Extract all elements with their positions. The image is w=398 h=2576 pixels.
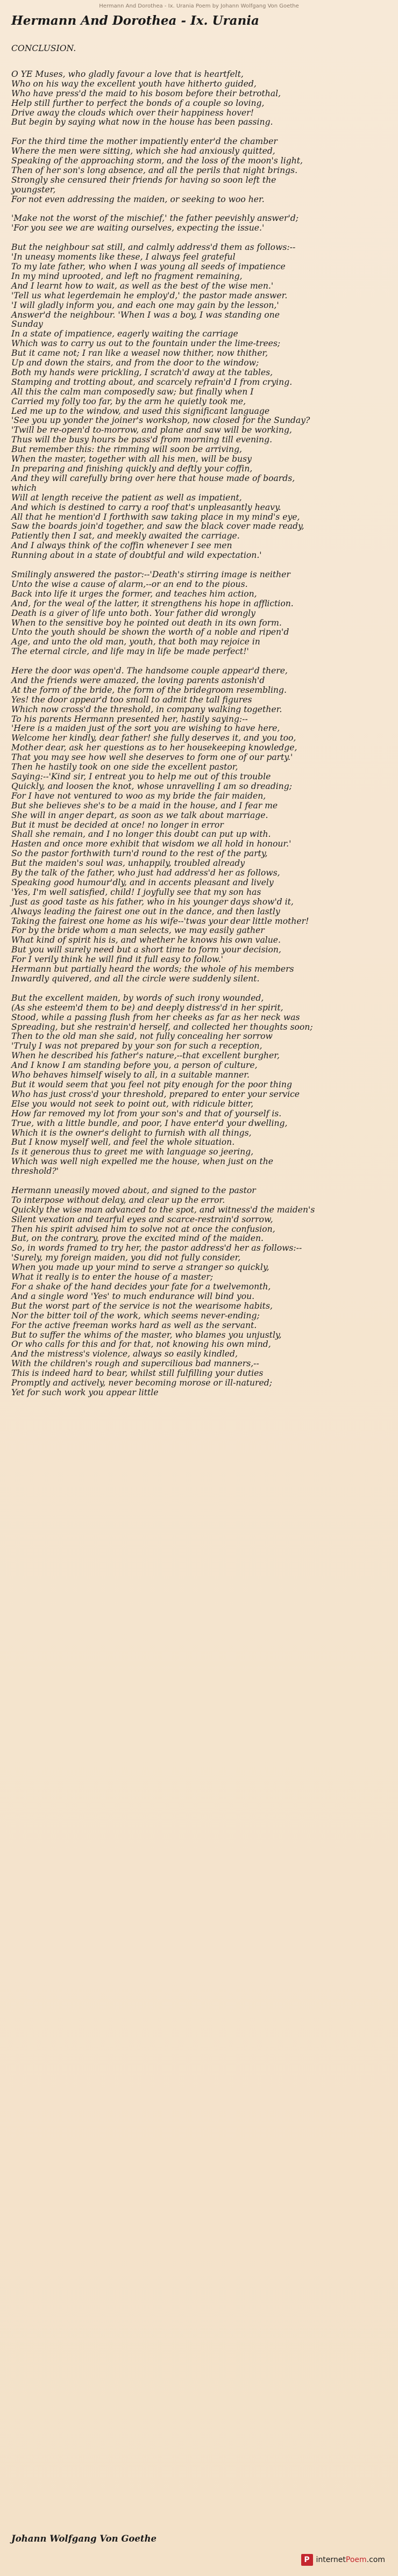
poem-line: And a single word 'Yes' to much endurance will bind you. [11,1291,255,1301]
poem-line: When you made up your mind to serve a stranger so quickly, [11,1262,269,1273]
stanza [11,243,388,561]
poem-line: youngster, [11,184,56,195]
poem-line: Quickly, and loosen the knot, whose unravelling I am so dreading; [11,781,292,791]
poem-line: That you may see how well she deserves to form one of our party.' [11,752,293,763]
poem-line: Yet for such work you appear little [11,1387,159,1397]
logo-text-brand: Poem [345,2556,367,2564]
poem-line: But, on the contrary, prove the excited mind of the maiden. [11,1233,264,1244]
poem-line: By the talk of the father, who just had address'd her as follows, [11,868,280,878]
poem-line: Inwardly quivered, and all the circle were suddenly silent. [11,974,260,984]
poem-line: Stamping and trotting about, and scarcely refrain'd I from crying. [11,377,293,387]
poem-line: 'For you see we are waiting ourselves, expecting the issue.' [11,223,265,233]
poem-line: CONCLUSION. [11,44,76,53]
poem-line: In a state of impatience, eagerly waiting the carriage [11,329,238,339]
poem-line: Carried my folly too far, by the arm he quietly took me, [11,396,246,406]
poem-line: Help still further to perfect the bonds of a couple so loving, [11,98,265,108]
poem-line: Here the door was open'd. The handsome couple appear'd there, [11,666,288,676]
poem-line: Taking the fairest one home as his wife--'twas your dear little mother! [11,916,309,926]
poem-line: For by the bride whom a man selects, we may easily gather [11,925,265,936]
poem-line: But she believes she's to be a maid in the house, and I fear me [11,800,278,810]
stanza [11,994,388,1176]
section-heading [11,44,388,54]
logo-text-suffix: .com [366,2556,385,2564]
site-logo[interactable] [301,2554,385,2566]
stanza [11,570,388,657]
poem-line: Or who calls for this and for that, not knowing his own mind, [11,1339,271,1350]
poem-line: Spreading, but she restrain'd herself, and collected her thoughts soon; [11,1022,313,1032]
poem-line: Thus will the busy hours be pass'd from morning till evening. [11,435,273,445]
poem-line: 'In uneasy moments like these, I always feel grateful [11,252,236,262]
logo-icon: P [301,2554,313,2566]
poem-line: 'Make not the worst of the mischief,' the father peevishly answer'd; [11,213,298,224]
poem-line: Speaking of the approaching storm, and the loss of the moon's light, [11,156,303,166]
poem-line: 'Tell us what legerdemain he employ'd,' the pastor made answer. [11,290,288,300]
poem-line: 'I will gladly inform you, and each one may gain by the lesson,' [11,300,279,310]
poem-line: When the master, together with all his men, will be busy [11,454,252,464]
poem-line: Saw the boards join'd together, and saw the black cover made ready, [11,521,304,532]
poem-line: But begin by saying what now in the house has been passing. [11,117,273,127]
poem-line: For the third time the mother impatiently enter'd the chamber [11,137,278,147]
poem-line: Unto the wise a cause of alarm,--or an end to the pious. [11,579,248,589]
poem-line: Saying:--'Kind sir, I entreat you to help me out of this trouble [11,771,271,781]
poem-line: When he described his father's nature,--that excellent burgher, [11,1051,280,1061]
poem-line: When to the sensitive boy he pointed out death in its own form. [11,618,282,628]
poem-line: Quickly the wise man advanced to the spot, and witness'd the maiden's [11,1204,315,1215]
poem-line: Nor the bitter toil of the work, which seems never-ending; [11,1310,260,1321]
poem-line: For I have not ventured to woo as my bride the fair maiden, [11,791,266,801]
poem-line: And the mistress's violence, always so easily kindled, [11,1349,238,1359]
poem-line: Who has just cross'd your threshold, prepared to enter your service [11,1089,300,1099]
poem-line: This is indeed hard to bear, whilst still fulfilling your duties [11,1368,264,1379]
poem-line: But it would seem that you feel not pity enough for the poor thing [11,1079,292,1089]
poem-line: Stood, while a passing flush from her cheeks as far as her neck was [11,1012,300,1022]
poem-line: The eternal circle, and life may in life be made perfect!' [11,647,249,657]
stanza [11,1186,388,1398]
poem-line: Promptly and actively, never becoming morose or ill-natured; [11,1378,272,1388]
poem-line: But it must be decided at once! no longer in error [11,820,224,830]
poem-line: 'Truly I was not prepared by your son for such a reception, [11,1041,262,1051]
poem-line: And they will carefully bring over here that house made of boards, [11,473,295,483]
poem-line: Yes! the door appear'd too small to admit the tall figures [11,694,252,705]
poem-line: And which is destined to carry a roof that's unpleasantly heavy. [11,502,281,512]
poem-line: Led me up to the window, and used this significant language [11,406,270,416]
poem-line: Which was well nigh expelled me the house, when just on the [11,1157,274,1167]
poem-line: What kind of spirit his is, and whether he knows his own value. [11,935,281,945]
header-url: Hermann And Dorothea - Ix. Urania Poem by Johann Wolfgang Von Goethe [99,3,299,9]
poem-line: Will at length receive the patient as well as impatient, [11,492,242,503]
poem-line: How far removed my lot from your son's and that of yourself is. [11,1108,282,1118]
poem-line: But to suffer the whims of the master, who blames you unjustly, [11,1330,282,1340]
poem-line: And I always think of the coffin whenever I see men [11,541,232,551]
poem-line: For a shake of the hand decides your fate for a twelvemonth, [11,1281,271,1291]
poem-line: Both my hands were prickling, I scratch'd away at the tables, [11,367,273,377]
poem-line: But the maiden's soul was, unhappily, troubled already [11,858,245,869]
poem-line: To interpose without delay, and clear up the error. [11,1195,225,1205]
poem-line: Which was to carry us out to the fountain under the lime-trees; [11,339,281,349]
poem-line: In preparing and finishing quickly and deftly your coffin, [11,464,253,474]
poem-line: O YE Muses, who gladly favour a love that is heartfelt, [11,69,244,79]
poem-line: All that he mention'd I forthwith saw taking place in my mind's eye, [11,512,300,522]
poem-line: Who behaves himself wisely to all, in a suitable manner. [11,1070,250,1080]
poem-line: Hasten and once more exhibit that wisdom we all hold in honour.' [11,839,292,849]
poem-line: Then to the old man she said, not fully concealing her sorrow [11,1031,273,1042]
poem-line: But I know myself well, and feel the whole situation. [11,1137,235,1147]
poem-line: Speaking good humour'dly, and in accents pleasant and lively [11,877,274,887]
poem-line: Running about in a state of doubtful and wild expectation.' [11,550,262,561]
stanza [11,70,388,127]
poem-line: Patiently then I sat, and meekly awaited the carriage. [11,531,240,541]
poem-line: 'Twill be re-open'd to-morrow, and plane and saw will be working, [11,425,292,435]
poem-line: Hermann uneasily moved about, and signed to the pastor [11,1185,256,1195]
poem-line: Smilingly answered the pastor:--'Death's stirring image is neither [11,569,290,579]
poem-line: Sunday [11,319,43,329]
poem-line: Which now cross'd the threshold, in company walking together. [11,704,282,714]
poem-title: Hermann And Dorothea - Ix. Urania [11,13,259,28]
logo-text-prefix: internet [316,2556,346,2564]
poem-line: Silent vexation and tearful eyes and scarce-restrain'd sorrow, [11,1214,273,1224]
stanza [11,137,388,204]
poem-author: Johann Wolfgang Von Goethe [11,2534,157,2544]
poem-line: Who have press'd the maid to his bosom before their betrothal, [11,88,281,98]
poem-line: Which it is the owner's delight to furnish with all things, [11,1128,252,1138]
poem-line: True, with a little bundle, and poor, I have enter'd your dwelling, [11,1118,288,1128]
poem-line: So, in words framed to try her, the pastor address'd her as follows:-- [11,1243,302,1253]
poem-line: Mother dear, ask her questions as to her housekeeping knowledge, [11,743,297,753]
poem-line: Else you would not seek to point out, with ridicule bitter, [11,1099,254,1109]
poem-line: Shall she remain, and I no longer this doubt can put up with. [11,829,271,839]
poem-line: Back into life it urges the former, and teaches him action, [11,589,257,599]
poem-line: And I learnt how to wait, as well as the best of the wise men.' [11,281,274,291]
poem-line: With the children's rough and supercilious bad manners,-- [11,1359,259,1369]
poem-line: Just as good taste as his father, who in his younger days show'd it, [11,896,294,907]
poem-line: And I know I am standing before you, a person of culture, [11,1060,258,1071]
poem-line: All this the calm man composedly saw; but finally when I [11,386,254,397]
stanza [11,666,388,984]
poem-line: And the friends were amazed, the loving parents astonish'd [11,675,265,685]
poem-line: So the pastor forthwith turn'd round to the rest of the party, [11,849,268,859]
poem-line: Then he hastily took on one side the excellent pastor, [11,762,238,772]
poem-line: Death is a giver of life unto both. Your father did wrongly [11,608,255,618]
poem-line: 'Surely, my foreign maiden, you did not fully consider, [11,1253,241,1263]
poem-line: For I verily think he will find it full easy to follow.' [11,955,223,965]
poem-line: Strongly she censured their friends for having so soon left the [11,175,276,185]
poem-line: Hermann but partially heard the words; the whole of his members [11,964,294,974]
poem-line: But you will surely need but a short time to form your decision, [11,945,281,955]
poem-line: Always leading the fairest one out in the dance, and then lastly [11,906,280,916]
poem-line: But remember this: the rimming will soon be arriving, [11,444,243,455]
poem-line: At the form of the bride, the form of the bridegroom resembling. [11,685,287,695]
poem-line: What it really is to enter the house of a master; [11,1272,214,1282]
poem-line: Drive away the clouds which over their happiness hover! [11,107,254,118]
poem-line: For not even addressing the maiden, or seeking to woo her. [11,194,265,204]
poem-line: Then of her son's long absence, and all the perils that night brings. [11,165,298,175]
poem-body [11,44,388,1408]
poem-line: But it came not; I ran like a weasel now thither, now thither, [11,348,268,358]
stanza [11,214,388,233]
poem-line: Welcome her kindly, dear father! she fully deserves it, and you too, [11,733,296,743]
poem-line: Age, and unto the old man, youth, that both may rejoice in [11,637,260,647]
poem-line: Up and down the stairs, and from the door to the window; [11,358,259,368]
poem-line: Who on his way the excellent youth have hitherto guided, [11,78,257,89]
poem-line: Then his spirit advised him to solve not at once the confusion, [11,1224,275,1234]
poem-line: In my mind uprooted, and left no fragment remaining, [11,271,243,281]
poem-line: To his parents Hermann presented her, hastily saying:-- [11,714,248,724]
logo-text [316,2556,385,2564]
poem-line: Unto the youth should be shown the worth of a noble and ripen'd [11,627,289,637]
poem-line: But the worst part of the service is not the wearisome habits, [11,1301,273,1311]
poem-line: To my late father, who when I was young all seeds of impatience [11,261,286,271]
poem-line: For the active freeman works hard as well as the servant. [11,1320,257,1330]
poem-line: But the neighbour sat still, and calmly address'd them as follows:-- [11,242,296,253]
poem-line: which [11,483,37,493]
poem-line: (As she esteem'd them to be) and deeply distress'd in her spirit, [11,1002,283,1013]
poem-line: Where the men were sitting, which she had anxiously quitted, [11,146,275,156]
poem-line: Is it generous thus to greet me with language so jeering, [11,1147,254,1157]
poem-line: But the excellent maiden, by words of such irony wounded, [11,993,264,1003]
poem-line: She will in anger depart, as soon as we talk about marriage. [11,810,268,820]
poem-line: 'See you up yonder the joiner's workshop, now closed for the Sunday? [11,415,310,426]
poem-line: threshold?' [11,1166,59,1176]
poem-line: 'Here is a maiden just of the sort you are wishing to have here, [11,723,280,734]
poem-line: Answer'd the neighbour. 'When I was a boy, I was standing one [11,310,280,320]
poem-line: And, for the weal of the latter, it strengthens his hope in affliction. [11,598,294,608]
poem-line: 'Yes, I'm well satisfied, child! I joyfully see that my son has [11,887,261,897]
